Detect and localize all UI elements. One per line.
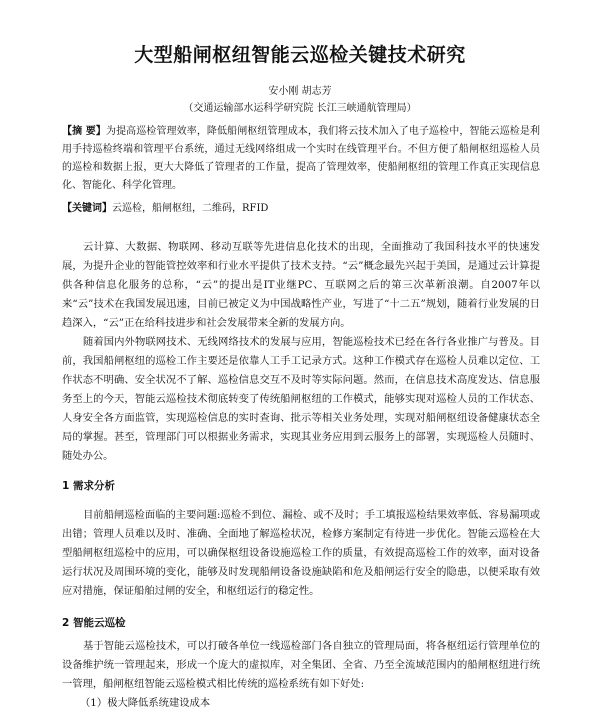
section-2-paragraph: 基于智能云巡检技术，可以打破各单位一线巡检部门各自独立的管理局面，将各枢纽运行管理单位的设备维护统一管理起来，形成一个庞大的虚拟库，对全集团、全省、乃至全流域范围内的船闸枢纽进行统一管理，船闸枢纽智能云巡检模式相比传统的巡检系统有如下好处: bbox=[62, 640, 540, 690]
keywords-label: 【关键词】 bbox=[62, 203, 112, 214]
paper-affiliation: （交通运输部水运科学研究院 长江三峡通航管理局） bbox=[183, 103, 417, 114]
section-1-heading: 1 需求分析 bbox=[62, 480, 115, 492]
section-1-paragraph: 目前船闸巡检面临的主要问题:巡检不到位、漏检、或不及时；手工填报巡检结果效率低、容易漏项或出错；管理人员难以及时、准确、全面地了解巡检状况，检修方案制定有待进一步优化。智能云巡检在大型船闸枢纽巡检中的应用，可以确保枢纽设备设施巡检工作的质量，有效提高巡检工作的效率，面对设备运行状况及周围环境的变化，能够及时发现船闸设备设施缺陷和危及船闸运行安全的隐患，以便采取有效应对措施，保证船舶过闸的安全，和枢纽运行的稳定性。 bbox=[62, 509, 540, 597]
paper-title: 大型船闸枢纽智能云巡检关键技术研究 bbox=[134, 44, 466, 66]
subsection-item: （1）极大降低系统建设成本 bbox=[80, 697, 211, 709]
keywords-text: 云巡检，船闸枢纽，二维码，RFID bbox=[112, 203, 269, 214]
abstract bbox=[62, 123, 540, 195]
section-2-heading: 2 智能云巡检 bbox=[62, 617, 126, 629]
abstract-label: 【摘 要】 bbox=[62, 126, 106, 137]
keywords bbox=[62, 200, 540, 218]
intro-paragraph-2: 随着国内外物联网技术、无线网络技术的发展与应用，智能巡检技术已经在各行各业推广与普及。目前，我国船闸枢纽的巡检工作主要还是依靠人工手工记录方式。这种工作模式存在巡检人员难以定位、工作状态不明确、安全状况不了解、巡检信息交互不及时等实际问题。然而，在信息技术高度发达、信息服务至上的今天，智能云巡检技术彻底转变了传统船闸枢纽的工作模式，能够实现对巡检人员的工作状态、人身安全各方面监管，实现巡检信息的实时查询、批示等相关业务处理，实现对船闸枢纽设备健康状态全局的掌握。甚至，管理部门可以根据业务需求，实现其业务应用到云服务上的部署，实现巡检人员随时、随处办公。 bbox=[62, 336, 540, 462]
intro-paragraph-1: 云计算、大数据、物联网、移动互联等先进信息化技术的出现，全面推动了我国科技水平的快速发展，为提升企业的智能管控效率和行业水平提供了技术支持。“云”概念最先兴起于美国，是通过云计算提供各种信息化服务的总称，“云”的提出是IT业继PC、互联网之后的第三次革新浪潮。自2007年以来“云”技术在我国发展迅速，目前已被定义为中国战略性产业，写进了“十二五”规划，随着行业发展的日趋深入，“云”正在给科技进步和社会发展带来全新的发展方向。 bbox=[62, 241, 540, 329]
paper-authors: 安小刚 胡志芳 bbox=[268, 86, 332, 97]
abstract-text: 为提高巡检管理效率，降低船闸枢纽管理成本，我们将云技术加入了电子巡检中，智能云巡检是利用手持巡检终端和管理平台系统，通过无线网络组成一个实时在线管理平台。不但方便了船闸枢纽巡检人员的巡检和数据上报，更大大降低了管理者的工作量，提高了管理效率，使船闸枢纽的管理工作真正实现信息化、智能化、科学化管理。 bbox=[62, 126, 541, 191]
